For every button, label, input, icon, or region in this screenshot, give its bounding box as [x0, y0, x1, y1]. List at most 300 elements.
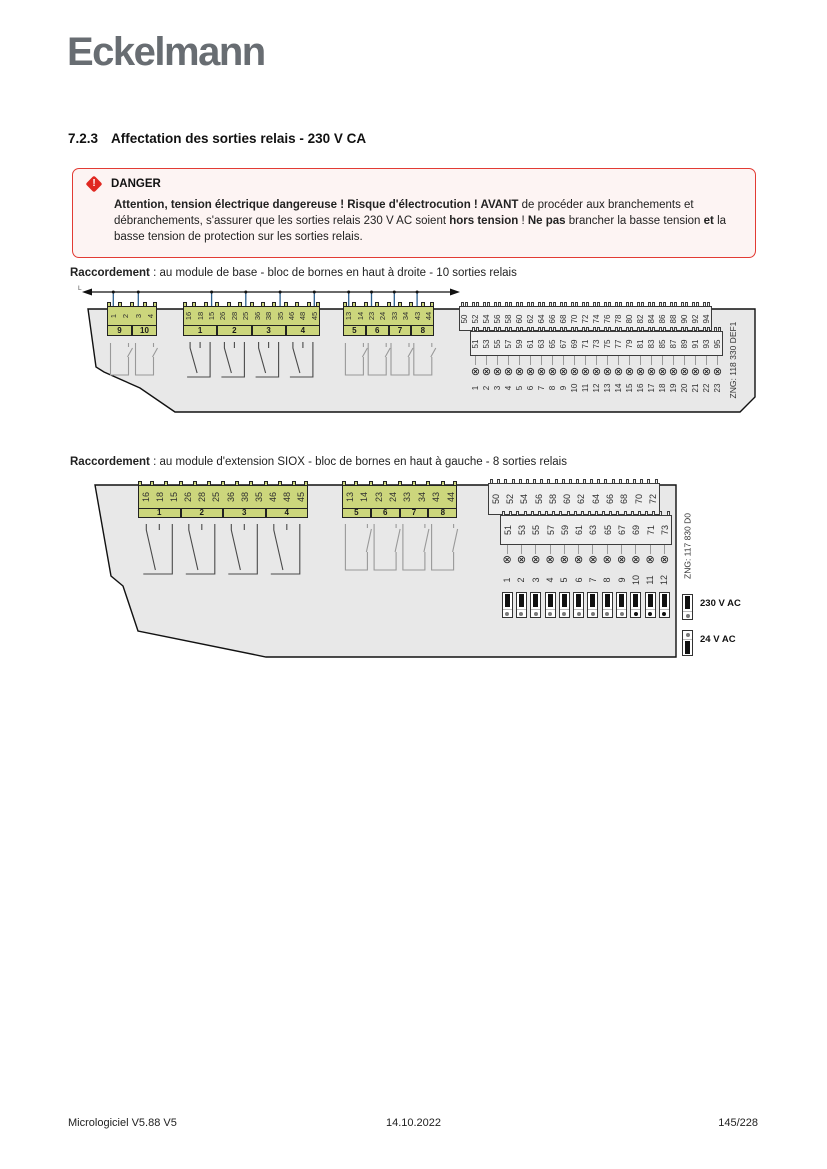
connector-number: 51 [502, 525, 513, 536]
relay-group-label: 8 [411, 325, 434, 336]
terminal-number: 46 [286, 311, 296, 321]
connector-number: 60 [515, 314, 524, 323]
connector-notch [533, 479, 536, 484]
relay-group-label: 3 [223, 508, 266, 518]
voltage-jumper-dot [648, 612, 652, 616]
terminal-number: 26 [183, 492, 194, 503]
legend-jumper-24v-bar [685, 641, 690, 654]
output-number: 4 [545, 577, 556, 583]
terminal-number: 48 [298, 311, 308, 321]
output-number: 11 [645, 575, 656, 585]
connector-number: 95 [713, 339, 722, 348]
terminal-number: 3 [133, 313, 143, 319]
connector-number: 79 [625, 339, 634, 348]
lamp-icon: ⊗ [588, 554, 598, 566]
connector-notch [604, 479, 607, 484]
section-title: Affectation des sorties relais - 230 V CA [111, 131, 367, 146]
terminal-number: 36 [252, 311, 262, 321]
connector-number: 65 [548, 339, 557, 348]
lamp-icon: ⊗ [503, 366, 514, 378]
relay-group-label: 1 [138, 508, 181, 518]
terminal-number: 34 [416, 492, 427, 503]
connector-notch [667, 511, 670, 516]
connector-notch [602, 511, 605, 516]
voltage-jumper-dot [562, 612, 566, 616]
terminal-number: 43 [431, 492, 442, 503]
voltage-jumper-dot [605, 612, 609, 616]
voltage-jumper-divider [517, 609, 526, 610]
lamp-icon: ⊗ [492, 366, 503, 378]
connector-notch [531, 511, 534, 516]
terminal-number: 14 [359, 492, 370, 503]
terminal-number: 13 [344, 311, 354, 321]
relay-group-label: 10 [132, 325, 157, 336]
legend-jumper-230v-dot [686, 614, 690, 618]
terminal-number: 16 [140, 492, 151, 503]
lamp-wire [541, 356, 542, 365]
connector-notch [616, 511, 619, 516]
terminal-number: 18 [195, 311, 205, 321]
lamp-wire [530, 356, 531, 365]
connector-notch [569, 479, 572, 484]
voltage-jumper-dot [548, 612, 552, 616]
output-number: 12 [591, 383, 601, 393]
connector-number: 78 [614, 314, 623, 323]
module-id-label: ZNG: 117 830 D0 [682, 513, 692, 579]
lamp-icon: ⊗ [569, 366, 580, 378]
connector-number: 58 [504, 314, 513, 323]
connector-number: 56 [533, 494, 544, 505]
voltage-jumper-divider [646, 609, 655, 610]
relay-group-label: 3 [252, 325, 286, 336]
output-number: 1 [502, 577, 513, 583]
voltage-jumper-divider [503, 609, 512, 610]
output-number: 3 [492, 385, 502, 391]
terminal-number: 33 [389, 311, 399, 321]
lamp-icon: ⊗ [657, 366, 668, 378]
wire-junction-dot [370, 291, 373, 294]
relay-group-label: 1 [183, 325, 217, 336]
connector-number: 60 [562, 494, 573, 505]
connector-notch [519, 479, 522, 484]
connector-number: 54 [519, 494, 530, 505]
terminal-number: 46 [268, 492, 279, 503]
terminal-number: 44 [424, 311, 433, 321]
lamp-wire [673, 356, 674, 365]
output-number: 9 [558, 385, 568, 391]
terminal-number: 45 [296, 492, 307, 503]
legend-jumper-230v-divider [683, 611, 692, 612]
terminal-number: 35 [253, 492, 264, 503]
voltage-jumper-divider [531, 609, 540, 610]
connector-number: 70 [570, 314, 579, 323]
connector-number: 82 [636, 314, 645, 323]
connector-number: 83 [647, 339, 656, 348]
connector-number: 74 [592, 314, 601, 323]
relay-group-label: 5 [343, 325, 366, 336]
connector-number: 67 [617, 525, 628, 536]
connector-notch [609, 511, 612, 516]
lamp-icon: ⊗ [631, 554, 641, 566]
lamp-icon: ⊗ [559, 554, 569, 566]
connector-number: 52 [471, 314, 480, 323]
lamp-icon: ⊗ [635, 366, 646, 378]
connector-notch [516, 511, 519, 516]
output-number: 13 [602, 383, 612, 393]
connector-notch [538, 511, 541, 516]
output-number: 23 [712, 383, 722, 393]
connector-number: 87 [669, 339, 678, 348]
voltage-jumper-dot [634, 612, 638, 616]
output-number: 10 [569, 383, 579, 393]
lamp-wire [519, 356, 520, 365]
terminal-number: 24 [387, 492, 398, 503]
connector-number: 54 [482, 314, 491, 323]
connector-notch [659, 511, 662, 516]
connector-number: 71 [645, 525, 656, 536]
danger-box [72, 168, 756, 258]
supply-line-label: L [78, 285, 82, 292]
danger-text: Attention, tension électrique dangereuse ! Risque d'électrocution ! AVANT de procéder aux branchements et débranchements, s'assurer que les sorties relais 230 V AC soient hors tension ! Ne pas brancher la basse tension et la basse tension de protection sur les sorties relais. [114, 199, 727, 243]
terminal-number: 38 [264, 311, 274, 321]
connector-notch [631, 511, 634, 516]
wire-junction-dot [137, 291, 140, 294]
relay-group-label: 2 [217, 325, 251, 336]
connector-notch [583, 479, 586, 484]
connector-number: 76 [603, 314, 612, 323]
output-number: 1 [470, 385, 480, 391]
diagram-siox-module [70, 480, 790, 670]
voltage-jumper-bar [648, 594, 653, 607]
lamp-icon: ⊗ [602, 554, 612, 566]
connector-number: 50 [490, 494, 501, 505]
output-number: 12 [659, 575, 670, 586]
terminal-number: 14 [355, 311, 365, 321]
connector-number: 69 [631, 525, 642, 536]
connector-number: 53 [482, 339, 491, 348]
voltage-jumper-divider [560, 609, 569, 610]
terminal-number: 34 [401, 311, 411, 321]
connector-number: 53 [516, 525, 527, 536]
lamp-wire [684, 356, 685, 365]
voltage-jumper-bar [633, 594, 638, 607]
footer-date: 14.10.2022 [385, 1117, 442, 1129]
connector-notch [640, 479, 643, 484]
connector-notch [512, 479, 515, 484]
connector-number: 72 [647, 494, 658, 505]
section-number: 7.2.3 [68, 131, 99, 146]
lamp-icon: ⊗ [514, 366, 525, 378]
terminal-number: 36 [225, 492, 236, 503]
connector-number: 59 [559, 525, 570, 536]
output-number: 6 [573, 577, 584, 583]
voltage-jumper-divider [546, 609, 555, 610]
lamp-icon: ⊗ [558, 366, 569, 378]
output-number: 7 [587, 577, 598, 583]
wire-junction-dot [416, 291, 419, 294]
terminal-number: 1 [108, 313, 118, 319]
output-number: 9 [616, 577, 627, 583]
terminal-number: 24 [378, 311, 388, 321]
voltage-jumper-dot [577, 612, 581, 616]
connector-notch [567, 511, 570, 516]
lamp-icon: ⊗ [701, 366, 712, 378]
connector-notch [638, 511, 641, 516]
footer-version: Micrologiciel V5.88 V5 [68, 1117, 177, 1129]
voltage-jumper-bar [619, 594, 624, 607]
legend-label-230v: 230 V AC [700, 598, 741, 609]
terminal-number: 23 [373, 492, 384, 503]
relay-group-label: 4 [266, 508, 309, 518]
output-number: 2 [516, 577, 527, 583]
relay-group-label: 4 [286, 325, 320, 336]
lamp-wire [508, 356, 509, 365]
raccordement-siox-label: Raccordement : au module d'extension SIOX - bloc de bornes en haut à gauche - 8 sorties relais [70, 456, 567, 468]
connector-notch [540, 479, 543, 484]
eckelmann-logo: Eckelmann [67, 30, 265, 74]
connector-notch [562, 479, 565, 484]
lamp-icon: ⊗ [613, 366, 624, 378]
connector-notch [545, 511, 548, 516]
wire-junction-dot [112, 291, 115, 294]
section-heading [68, 131, 366, 146]
terminal-number: 43 [412, 311, 422, 321]
connector-number: 77 [614, 339, 623, 348]
connector-number: 85 [658, 339, 667, 348]
connector-notch [645, 511, 648, 516]
connector-notch [555, 479, 558, 484]
terminal-number: 15 [207, 311, 217, 321]
relay-group-label: 7 [389, 325, 412, 336]
legend-jumper-24v-divider [683, 639, 692, 640]
connector-number: 88 [669, 314, 678, 323]
voltage-jumper-dot [505, 612, 509, 616]
lamp-icon: ⊗ [516, 554, 527, 566]
connector-number: 58 [547, 494, 558, 505]
connector-notch [619, 479, 622, 484]
wire-junction-dot [210, 291, 213, 294]
relay-group-label: 2 [181, 508, 224, 518]
connector-notch [524, 511, 527, 516]
output-number: 15 [624, 383, 634, 393]
connector-number: 68 [559, 314, 568, 323]
terminal-number: 16 [184, 311, 194, 321]
connector-notch [497, 479, 500, 484]
module-id-label: ZNG: 118 330 DEF1 [728, 321, 738, 399]
connector-notch [633, 479, 636, 484]
relay-group-label: 6 [371, 508, 400, 518]
connector-number: 73 [659, 525, 670, 536]
lamp-wire [629, 356, 630, 365]
voltage-jumper-divider [617, 609, 626, 610]
connector-number: 80 [625, 314, 634, 323]
legend-jumper-230v-bar [685, 596, 690, 609]
lamp-icon: ⊗ [645, 554, 655, 566]
voltage-jumper-bar [519, 594, 524, 607]
connector-number: 55 [531, 525, 542, 536]
connector-notch [590, 479, 593, 484]
diagram-base-module [70, 283, 780, 428]
connector-number: 89 [680, 339, 689, 348]
lamp-wire [552, 356, 553, 365]
terminal-number: 48 [282, 492, 293, 503]
lamp-icon: ⊗ [580, 366, 591, 378]
voltage-jumper-bar [562, 594, 567, 607]
connector-number: 71 [581, 339, 590, 348]
terminal-number: 25 [211, 492, 222, 503]
raccordement-word: Raccordement [70, 456, 150, 468]
connector-number: 72 [581, 314, 590, 323]
output-number: 8 [602, 577, 613, 583]
danger-header [73, 169, 755, 190]
voltage-jumper-divider [574, 609, 583, 610]
terminal-number: 38 [239, 492, 250, 503]
connector-number: 64 [537, 314, 546, 323]
arrow-left-icon [82, 289, 92, 296]
connector-notch [576, 479, 579, 484]
output-number: 20 [679, 383, 689, 393]
voltage-jumper-bar [590, 594, 595, 607]
terminal-number: 23 [367, 311, 376, 321]
lamp-icon: ⊗ [690, 366, 701, 378]
lamp-icon: ⊗ [659, 554, 670, 566]
connector-notch [655, 479, 658, 484]
output-number: 18 [657, 383, 667, 393]
output-number: 5 [514, 385, 524, 391]
connector-notch [490, 479, 493, 484]
connector-notch [647, 479, 650, 484]
connector-number: 64 [590, 494, 601, 505]
output-number: 14 [613, 383, 623, 393]
output-number: 10 [630, 575, 641, 586]
lamp-icon: ⊗ [525, 366, 536, 378]
lamp-wire [574, 356, 575, 365]
connector-number: 50 [460, 314, 469, 323]
terminal-number: 18 [154, 492, 165, 503]
connector-notch [597, 479, 600, 484]
lamp-wire [651, 356, 652, 365]
terminal-number: 26 [218, 311, 228, 321]
relay-group-label: 7 [400, 508, 429, 518]
terminal-number: 35 [275, 311, 285, 321]
terminal-number: 45 [309, 311, 319, 321]
voltage-jumper-divider [588, 609, 597, 610]
connector-notch [559, 511, 562, 516]
lamp-icon: ⊗ [679, 366, 690, 378]
voltage-jumper-bar [548, 594, 553, 607]
output-number: 6 [525, 385, 535, 391]
output-number: 3 [530, 577, 541, 583]
connector-notch [552, 511, 555, 516]
connector-number: 55 [493, 339, 502, 348]
voltage-jumper-dot [534, 612, 538, 616]
connector-number: 56 [493, 314, 502, 323]
terminal-number: 15 [168, 492, 179, 503]
connector-notch [502, 511, 505, 516]
lamp-icon: ⊗ [502, 554, 512, 566]
output-number: 4 [503, 385, 513, 391]
terminal-number: 25 [241, 311, 251, 321]
wire-junction-dot [279, 291, 282, 294]
voltage-jumper-dot [591, 612, 595, 616]
connector-notch [526, 479, 529, 484]
lamp-wire [486, 356, 487, 365]
connector-number: 65 [602, 525, 613, 536]
connector-number: 73 [592, 339, 601, 348]
lamp-icon: ⊗ [574, 554, 584, 566]
relay-group-label: 6 [366, 325, 389, 336]
lamp-wire [563, 356, 564, 365]
connector-number: 92 [691, 314, 700, 323]
legend-label-24v: 24 V AC [700, 634, 736, 645]
voltage-jumper-bar [605, 594, 610, 607]
voltage-jumper-bar [662, 594, 667, 607]
connector-number: 68 [619, 494, 630, 505]
connector-notch [574, 511, 577, 516]
lamp-icon: ⊗ [470, 366, 481, 378]
connector-number: 57 [504, 339, 513, 348]
connector-number: 62 [576, 494, 587, 505]
connector-number: 70 [633, 494, 644, 505]
connector-notch [509, 511, 512, 516]
lamp-wire [717, 356, 718, 365]
voltage-jumper-dot [620, 612, 624, 616]
connector-number: 90 [680, 314, 689, 323]
connector-notch [504, 479, 507, 484]
wire-junction-dot [244, 291, 247, 294]
footer-page-number: 145/228 [718, 1117, 758, 1129]
connector-number: 91 [691, 339, 700, 348]
wire-junction-dot [393, 291, 396, 294]
connector-number: 63 [537, 339, 546, 348]
output-number: 2 [481, 385, 491, 391]
arrow-right-icon [450, 289, 460, 296]
terminal-number: 4 [146, 313, 156, 319]
output-number: 7 [536, 385, 546, 391]
lamp-icon: ⊗ [545, 554, 555, 566]
voltage-jumper-bar [576, 594, 581, 607]
output-number: 5 [559, 577, 570, 583]
wire-junction-dot [347, 291, 350, 294]
lamp-icon: ⊗ [616, 554, 627, 566]
output-number: 17 [646, 383, 656, 393]
relay-group-label: 8 [428, 508, 457, 518]
connector-number: 94 [702, 314, 711, 323]
lamp-icon: ⊗ [646, 366, 657, 378]
output-number: 8 [547, 385, 557, 391]
lamp-icon: ⊗ [591, 366, 602, 378]
lamp-wire [585, 356, 586, 365]
connector-number: 59 [515, 339, 524, 348]
voltage-jumper-divider [603, 609, 612, 610]
terminal-number: 28 [229, 311, 239, 321]
raccordement-base-label: Raccordement : au module de base - bloc de bornes en haut à droite - 10 sorties relais [70, 267, 517, 279]
terminal-number: 2 [121, 313, 131, 319]
connector-number: 93 [702, 339, 711, 348]
connector-number: 67 [559, 339, 568, 348]
connector-number: 81 [636, 339, 645, 348]
connector-number: 63 [588, 525, 599, 536]
lamp-wire [618, 356, 619, 365]
lamp-icon: ⊗ [481, 366, 492, 378]
connector-number: 84 [647, 314, 656, 323]
connector-notch [624, 511, 627, 516]
lamp-icon: ⊗ [668, 366, 679, 378]
output-number: 22 [701, 383, 711, 393]
lamp-icon: ⊗ [602, 366, 613, 378]
terminal-number: 13 [344, 492, 355, 503]
connector-notch [547, 479, 550, 484]
